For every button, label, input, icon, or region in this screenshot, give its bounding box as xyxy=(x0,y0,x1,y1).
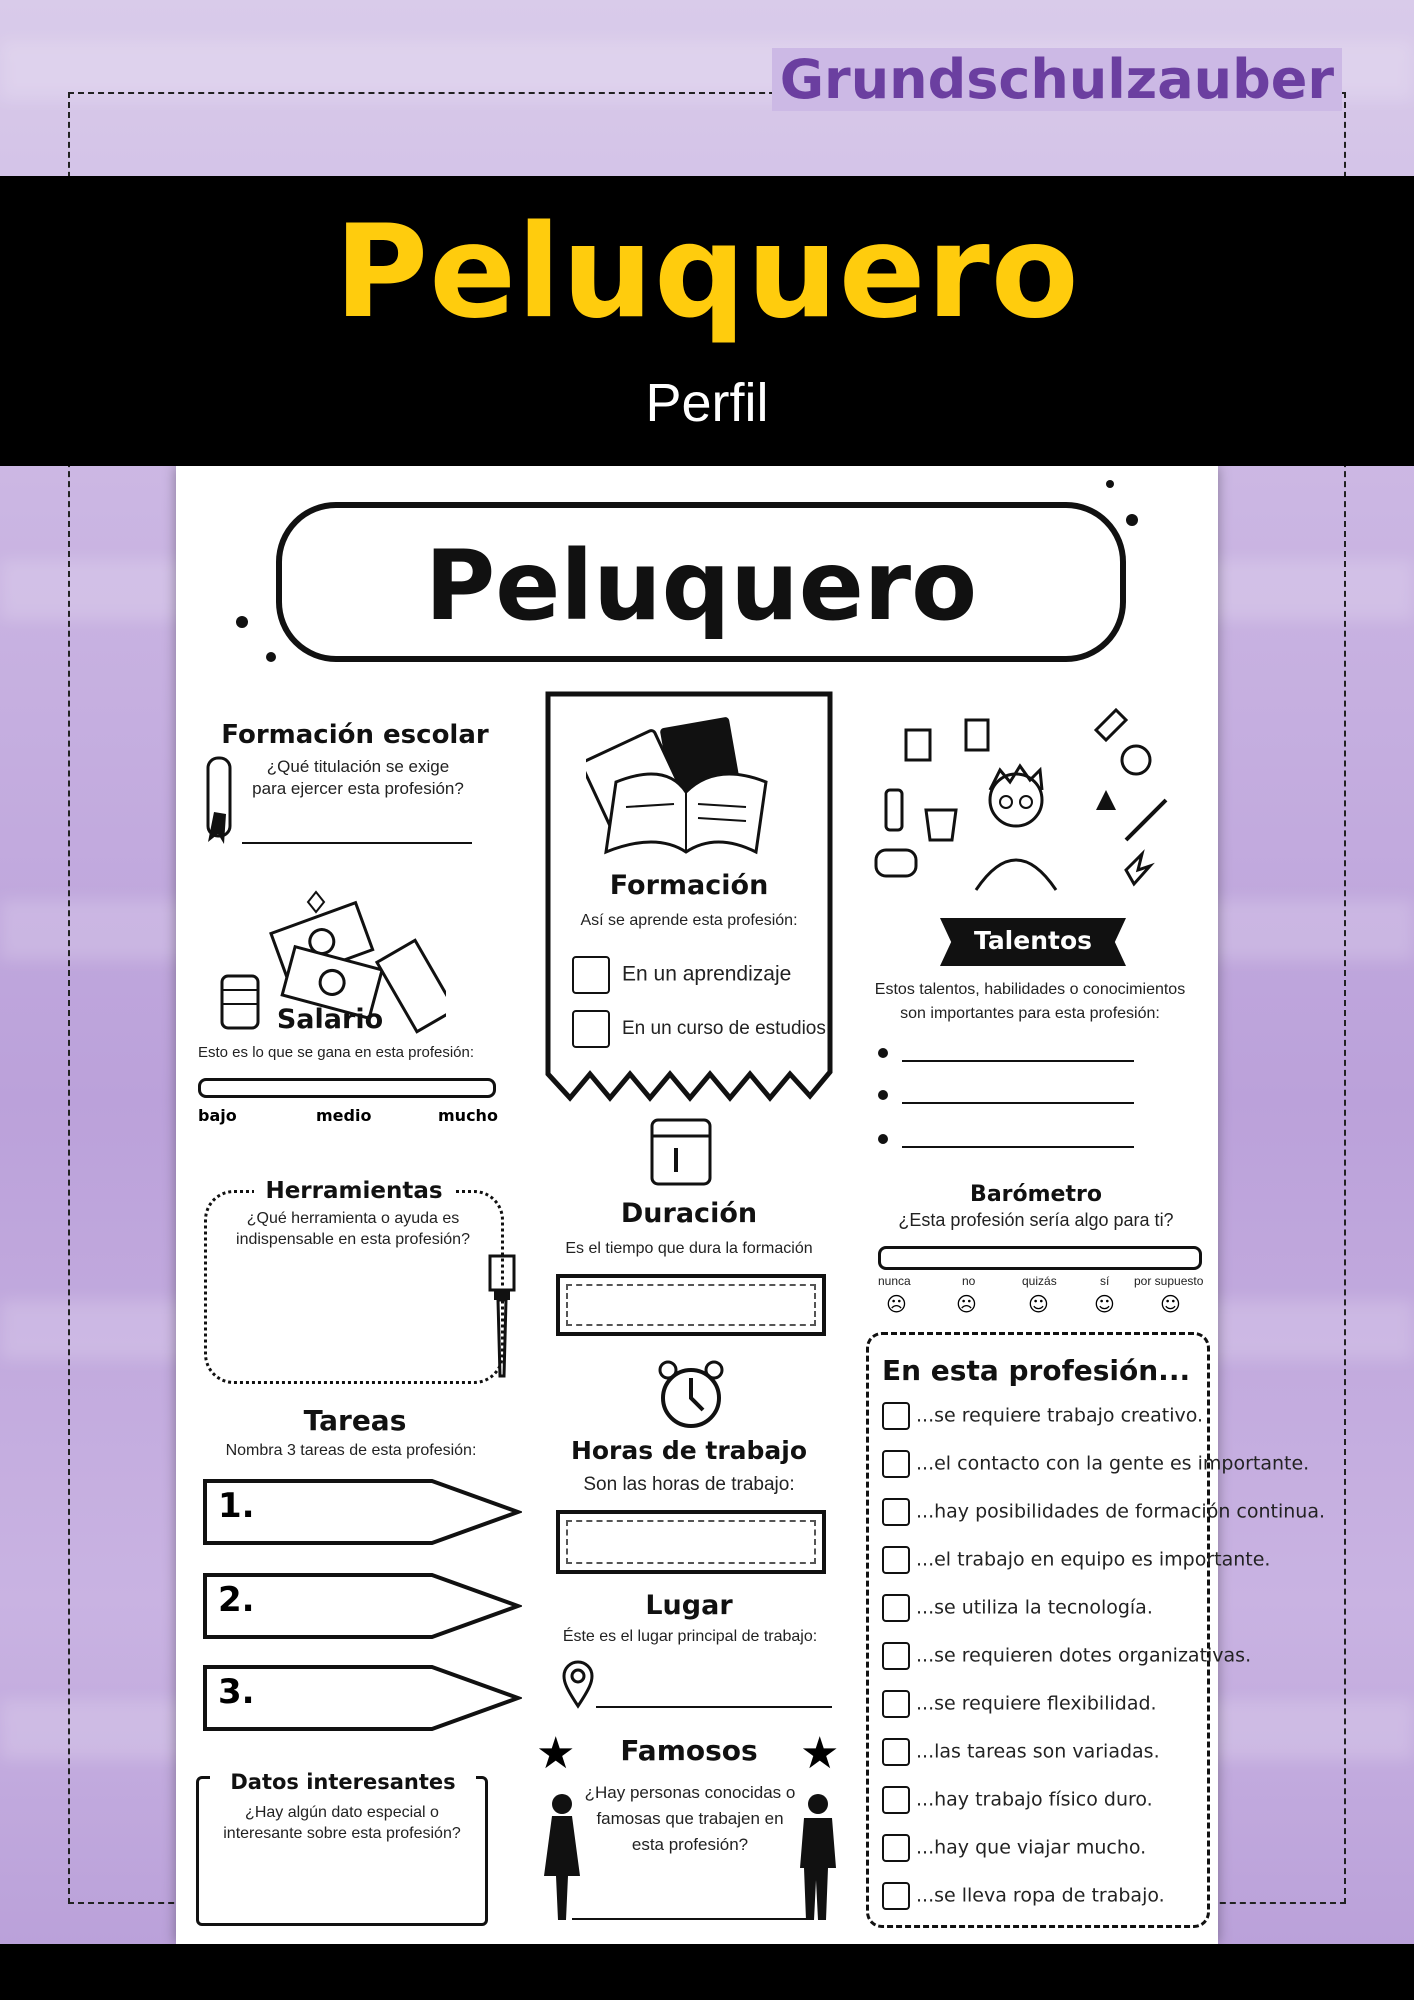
tarea-number-1: 1. xyxy=(218,1486,255,1526)
salario-scale-bar xyxy=(198,1078,496,1098)
talento-line-3 xyxy=(902,1146,1134,1148)
en-esta-item-text: ...hay que viajar mucho. xyxy=(916,1836,1147,1859)
formacion-heading: Formación xyxy=(609,870,769,901)
diploma-icon xyxy=(198,752,246,848)
datos-question: ¿Hay algún dato especial o interesante sobre esta profesión? xyxy=(223,1804,461,1842)
option-estudios-checkbox[interactable] xyxy=(572,1010,610,1048)
famosos-heading: Famosos xyxy=(620,1734,758,1767)
en-esta-checkbox[interactable] xyxy=(882,1450,910,1478)
lugar-desc: Éste es el lugar principal de trabajo: xyxy=(562,1628,818,1645)
en-esta-heading: En esta profesión... xyxy=(882,1354,1191,1387)
duracion-desc: Es el tiempo que dura la formación xyxy=(565,1240,813,1257)
en-esta-item-5[interactable] xyxy=(882,1594,1153,1622)
formacion-escolar-answer-line xyxy=(242,842,472,844)
en-esta-item-text: ...hay posibilidades de formación continua. xyxy=(916,1500,1326,1523)
barometro-heading: Barómetro xyxy=(970,1182,1102,1207)
herramientas-question: ¿Qué herramienta o ayuda es indispensable en esta profesión? xyxy=(236,1210,470,1248)
talentos-desc: Estos talentos, habilidades o conocimientos son importantes para esta profesión: xyxy=(874,981,1186,1022)
title-banner xyxy=(0,176,1414,466)
scale-label-medio: medio xyxy=(316,1106,372,1125)
salario-scale-labels xyxy=(198,1106,496,1130)
formacion-desc: Así se aprende esta profesión: xyxy=(580,912,798,929)
en-esta-item-text: ...se utiliza la tecnología. xyxy=(916,1596,1153,1619)
face-sad-icon: ☹ xyxy=(956,1292,977,1316)
barometro-scale-bar[interactable] xyxy=(878,1246,1202,1270)
duracion-input-box[interactable] xyxy=(556,1274,826,1336)
en-esta-item-8[interactable] xyxy=(882,1738,1160,1766)
tarea-number-3: 3. xyxy=(218,1672,255,1712)
banner-title: Peluquero xyxy=(334,198,1080,347)
en-esta-item-3[interactable] xyxy=(882,1498,1325,1526)
en-esta-item-text: ...el trabajo en equipo es importante. xyxy=(916,1548,1271,1571)
en-esta-item-text: ...hay trabajo físico duro. xyxy=(916,1788,1153,1811)
datos-box xyxy=(196,1776,488,1926)
en-esta-item-text: ...se requieren dotes organizativas. xyxy=(916,1644,1252,1667)
barometro-label-quizas: quizás xyxy=(1022,1274,1057,1288)
books-icon xyxy=(586,712,786,862)
option-aprendizaje-checkbox[interactable] xyxy=(572,956,610,994)
star-icon-left: ★ xyxy=(536,1728,576,1779)
calendar-icon xyxy=(646,1110,716,1190)
worksheet-title: Peluquero xyxy=(424,530,978,642)
en-esta-checkbox[interactable] xyxy=(882,1642,910,1670)
en-esta-item-9[interactable] xyxy=(882,1786,1153,1814)
barometro-label-si: sí xyxy=(1100,1274,1110,1288)
option-estudios[interactable] xyxy=(572,1010,826,1048)
barometro-question: ¿Esta profesión sería algo para ti? xyxy=(898,1210,1174,1230)
banner-subtitle: Perfil xyxy=(645,373,769,433)
woman-silhouette-icon xyxy=(542,1792,582,1922)
tareas-heading: Tareas xyxy=(303,1404,407,1437)
salario-heading: Salario xyxy=(276,1004,384,1035)
worksheet-preview xyxy=(176,466,1326,1944)
tareas-desc: Nombra 3 tareas de esta profesión: xyxy=(225,1442,477,1459)
horas-heading: Horas de trabajo xyxy=(570,1436,808,1465)
worksheet-title-box xyxy=(276,502,1126,662)
duracion-heading: Duración xyxy=(620,1198,758,1229)
formacion-escolar-heading: Formación escolar xyxy=(221,720,489,750)
datos-heading: Datos interesantes xyxy=(210,1770,476,1794)
en-esta-checkbox[interactable] xyxy=(882,1546,910,1574)
scale-label-bajo: bajo xyxy=(198,1106,237,1125)
famosos-answer-line xyxy=(572,1918,808,1920)
face-very-sad-icon: ☹ xyxy=(886,1292,907,1316)
en-esta-item-text: ...las tareas son variadas. xyxy=(916,1740,1160,1763)
barometro-label-nunca: nunca xyxy=(878,1274,911,1288)
formacion-escolar-question: ¿Qué titulación se exige para ejercer esta profesión? xyxy=(252,757,464,798)
tarea-box-2 xyxy=(202,1572,522,1640)
barometro-label-no: no xyxy=(962,1274,976,1288)
en-esta-checkbox[interactable] xyxy=(882,1594,910,1622)
en-esta-item-1[interactable] xyxy=(882,1402,1203,1430)
en-esta-item-11[interactable] xyxy=(882,1882,1165,1910)
en-esta-checkbox[interactable] xyxy=(882,1882,910,1910)
talento-line-2 xyxy=(902,1102,1134,1104)
bottom-bar xyxy=(0,1944,1414,2000)
famosos-question: ¿Hay personas conocidas o famosas que trabajen en esta profesión? xyxy=(584,1783,796,1854)
en-esta-item-text: ...se requiere trabajo creativo. xyxy=(916,1404,1204,1427)
en-esta-item-text: ...se lleva ropa de trabajo. xyxy=(916,1884,1165,1907)
en-esta-item-4[interactable] xyxy=(882,1546,1270,1574)
brush-icon xyxy=(482,1252,522,1382)
herramientas-heading: Herramientas xyxy=(254,1178,454,1204)
salario-desc: Esto es lo que se gana en esta profesión: xyxy=(198,1044,475,1061)
en-esta-checkbox[interactable] xyxy=(882,1834,910,1862)
en-esta-checkbox[interactable] xyxy=(882,1738,910,1766)
lugar-answer-line xyxy=(596,1706,832,1708)
en-esta-item-6[interactable] xyxy=(882,1642,1251,1670)
scale-label-mucho: mucho xyxy=(438,1106,498,1125)
brand-logo: Grundschulzauber xyxy=(772,48,1342,111)
lugar-heading: Lugar xyxy=(645,1590,733,1621)
tarea-number-2: 2. xyxy=(218,1580,255,1620)
en-esta-checkbox[interactable] xyxy=(882,1498,910,1526)
man-silhouette-icon xyxy=(796,1792,840,1922)
en-esta-item-7[interactable] xyxy=(882,1690,1157,1718)
talentos-heading: Talentos xyxy=(973,926,1093,955)
option-aprendizaje[interactable] xyxy=(572,956,791,994)
en-esta-item-10[interactable] xyxy=(882,1834,1146,1862)
talento-line-1 xyxy=(902,1060,1134,1062)
tarea-box-3 xyxy=(202,1664,522,1732)
face-happy-icon: ☺ xyxy=(1094,1292,1115,1316)
face-neutral-icon: ☺ xyxy=(1028,1292,1049,1316)
en-esta-checkbox[interactable] xyxy=(882,1786,910,1814)
tarea-box-1 xyxy=(202,1478,522,1546)
location-pin-icon xyxy=(560,1656,596,1712)
en-esta-checkbox[interactable] xyxy=(882,1402,910,1430)
talents-doodle-icon xyxy=(866,690,1196,940)
en-esta-item-2[interactable] xyxy=(882,1450,1309,1478)
horas-input-box[interactable] xyxy=(556,1510,826,1574)
star-icon-right: ★ xyxy=(800,1728,840,1779)
option-estudios-label: En un curso de estudios xyxy=(622,1018,826,1040)
en-esta-checkbox[interactable] xyxy=(882,1690,910,1718)
alarm-clock-icon xyxy=(656,1356,726,1432)
horas-desc: Son las horas de trabajo: xyxy=(583,1474,795,1495)
face-very-happy-icon: ☺ xyxy=(1160,1292,1181,1316)
barometro-label-por-supuesto: por supuesto xyxy=(1134,1274,1204,1288)
en-esta-item-text: ...se requiere flexibilidad. xyxy=(916,1692,1157,1715)
en-esta-item-text: ...el contacto con la gente es importante. xyxy=(916,1452,1310,1475)
option-aprendizaje-label: En un aprendizaje xyxy=(622,962,792,986)
